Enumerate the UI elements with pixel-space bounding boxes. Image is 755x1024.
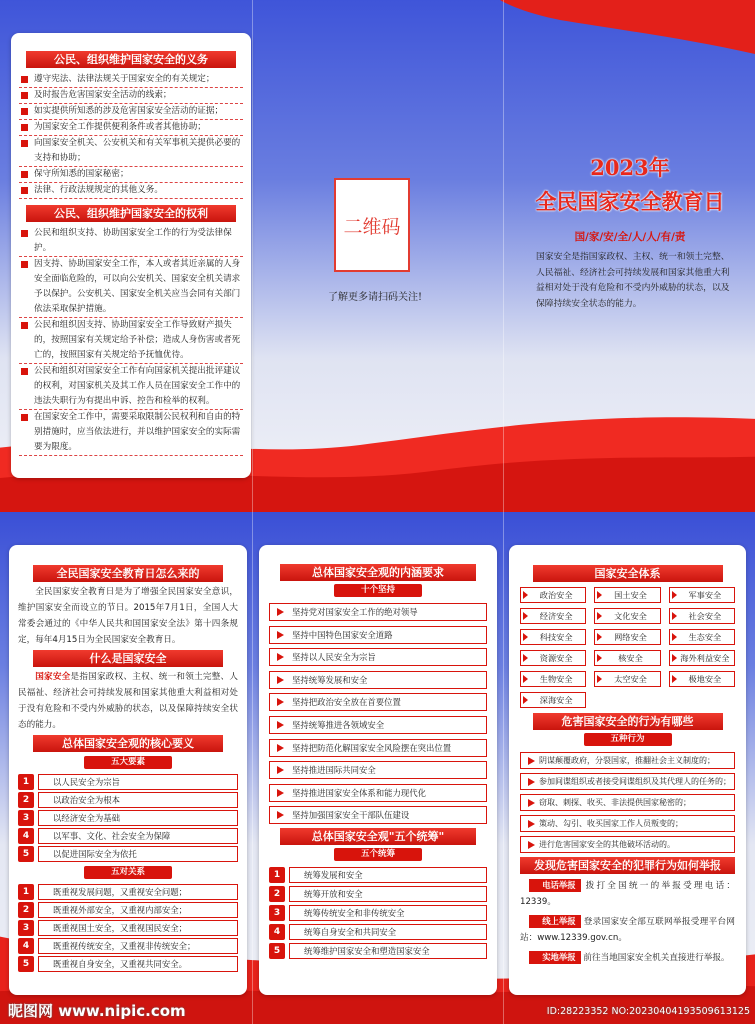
- watermark-id: ID:28223352 NO:20230404193509613125: [546, 1006, 750, 1017]
- ten-list: [269, 603, 487, 824]
- list-item: [19, 226, 243, 257]
- five-acts-title: 五种行为: [584, 733, 672, 746]
- fold-line: [252, 0, 253, 512]
- arrow-item: [269, 784, 487, 802]
- security-domain-item: 网络安全: [594, 629, 660, 645]
- list-item: [19, 410, 243, 456]
- numbered-item: [18, 846, 238, 862]
- main-title: 全民国家安全教育日: [535, 189, 725, 214]
- security-domain-item: 生物安全: [520, 671, 586, 687]
- square-bullet-icon: [21, 76, 28, 83]
- ten-title: 十个坚持: [334, 584, 422, 597]
- arrow-right-icon: [277, 676, 284, 684]
- numbered-item-text: 统筹维护国家安全和塑造国家安全: [289, 943, 487, 959]
- numbered-item-text: 以促进国际安全为依托: [38, 846, 238, 862]
- arrow-item-text: 坚持加强国家安全干部队伍建设: [292, 810, 410, 821]
- numbered-item: [269, 943, 487, 959]
- phone-text: 拨打全国统一的举报受理电话：12339。: [520, 881, 735, 907]
- security-domain-item: 海外利益安全: [669, 650, 735, 666]
- arrow-item-text: 坚持推进国际共同安全: [292, 765, 376, 776]
- numbered-item-text: 统筹发展和安全: [289, 867, 487, 883]
- list-item: [19, 88, 243, 104]
- list-item: [19, 136, 243, 167]
- item-number: 2: [269, 886, 285, 902]
- square-bullet-icon: [21, 124, 28, 131]
- origin-text: 全民国家安全教育日是为了增强全民国家安全意识，维护国家安全而设立的节日。2015年7月1日，全国人大常委会通过的《中华人民共和国国家安全法》第十四条规定，每年4月15日为全民国家安全教育日。: [18, 587, 238, 645]
- fold-line: [252, 512, 253, 1024]
- item-number: 3: [18, 920, 34, 936]
- security-domain-item: 科技安全: [520, 629, 586, 645]
- security-domain-item: 深海安全: [520, 692, 586, 708]
- origin-card: [9, 545, 247, 995]
- numbered-item: [18, 774, 238, 790]
- intro-text: 国家安全是指国家政权、主权、统一和领土完整、人民福祉、经济社会可持续发展和国家其他重大利益相对处于没有危险和不受内外威胁的状态，以及保障持续安全状态的能力。: [536, 252, 730, 309]
- numbered-item-text: 既重视外部安全，又重视内部安全；: [38, 902, 238, 918]
- numbered-item-text: 既重视国土安全，又重视国民安全；: [38, 920, 238, 936]
- arrow-item-text: 坚持统筹推进各领域安全: [292, 719, 385, 730]
- arrow-right-icon: [277, 698, 284, 706]
- arrow-right-icon: [277, 653, 284, 661]
- duties-title: 公民、组织维护国家安全的义务: [26, 51, 236, 68]
- report-title: 发现危害国家安全的犯罪行为如何举报: [520, 857, 735, 874]
- arrow-right-icon: [528, 841, 535, 849]
- arrow-item-text: 坚持中国特色国家安全道路: [292, 629, 393, 640]
- square-bullet-icon: [21, 322, 28, 329]
- arrow-right-icon: [528, 799, 535, 807]
- numbered-item-text: 以政治安全为根本: [38, 792, 238, 808]
- square-bullet-icon: [21, 140, 28, 147]
- origin-title: 全民国家安全教育日怎么来的: [33, 565, 223, 582]
- item-number: 2: [18, 792, 34, 808]
- five-plan-title: 五个统筹: [334, 848, 422, 861]
- square-bullet-icon: [21, 187, 28, 194]
- arrow-item-text: 参加间谍组织或者接受间谍组织及其代理人的任务的；: [539, 777, 731, 786]
- what-body: 是指国家政权、主权、统一和领土完整、人民福祉、经济社会可持续发展和国家其他重大利益相对处于没有危险和不受内外威胁的状态，以及保障持续安全状态的能力。: [18, 672, 238, 730]
- arrow-right-icon: [277, 744, 284, 752]
- five-plan-list: [269, 867, 487, 959]
- list-item: [19, 318, 243, 364]
- fold-line: [503, 512, 504, 1024]
- list-item-text: 公民和组织对国家安全工作有向国家机关提出批评建议的权利，对国家机关及其工作人员在国家安全工作中的违法失职行为有提出申诉、控告和检举的权利。: [34, 366, 241, 406]
- numbered-item: [18, 902, 238, 918]
- list-item: [19, 257, 243, 318]
- square-bullet-icon: [21, 414, 28, 421]
- system-grid: [520, 587, 735, 708]
- square-bullet-icon: [21, 261, 28, 268]
- security-domain-item: 文化安全: [594, 608, 660, 624]
- arrow-right-icon: [528, 820, 535, 828]
- list-item-text: 在国家安全工作中，需要采取限制公民权利和自由的特别措施时，应当依法进行，并以维护国家安全的实际需要为限度。: [34, 412, 241, 452]
- list-item-text: 因支持、协助国家安全工作，本人或者其近亲属的人身安全面临危险的，可以向公安机关、国家安全机关请求予以保护。公安机关、国家安全机关应当会同有关部门依法采取保护措施。: [34, 259, 241, 314]
- security-domain-item: 社会安全: [669, 608, 735, 624]
- fold-line: [503, 0, 504, 512]
- list-item-text: 向国家安全机关、公安机关和有关军事机关提供必要的支持和协助；: [34, 138, 241, 163]
- overall-title: 总体国家安全观"五个统筹": [280, 828, 476, 845]
- arrow-right-icon: [277, 789, 284, 797]
- security-domain-item: 太空安全: [594, 671, 660, 687]
- list-item: [19, 120, 243, 136]
- five-elements-title: 五大要素: [84, 756, 172, 769]
- item-number: 4: [18, 938, 34, 954]
- arrow-item: [520, 815, 735, 832]
- numbered-item: [269, 867, 487, 883]
- year-title: 2023年: [590, 155, 670, 180]
- arrow-item-text: 窃取、刺探、收买、非法提供国家秘密的；: [539, 798, 691, 807]
- arrow-right-icon: [277, 721, 284, 729]
- qr-code[interactable]: [334, 178, 410, 272]
- arrow-item: [269, 648, 487, 666]
- core-title: 总体国家安全观的核心要义: [33, 735, 223, 752]
- list-item-text: 公民和组织支持、协助国家安全工作的行为受法律保护。: [34, 228, 232, 253]
- arrow-item-text: 阴谋颠覆政府，分裂国家，推翻社会主义制度的；: [539, 756, 715, 765]
- security-domain-item: 生态安全: [669, 629, 735, 645]
- arrow-item-text: 坚持党对国家安全工作的绝对领导: [292, 607, 418, 617]
- item-number: 4: [18, 828, 34, 844]
- square-bullet-icon: [21, 92, 28, 99]
- arrow-item: [269, 671, 487, 689]
- list-item-text: 公民和组织因支持、协助国家安全工作导致财产损失的，按照国家有关规定给予补偿；造成人身伤害或者死亡的，按照国家有关规定给予抚恤优待。: [34, 320, 241, 360]
- square-bullet-icon: [21, 171, 28, 178]
- phone-tag: 电话举报: [529, 879, 581, 892]
- arrow-item: [269, 626, 487, 644]
- arrow-right-icon: [277, 811, 284, 819]
- square-bullet-icon: [21, 108, 28, 115]
- qr-label: 二维码: [343, 215, 401, 238]
- numbered-item: [269, 924, 487, 940]
- numbered-item-text: 以经济安全为基础: [38, 810, 238, 826]
- numbered-item: [18, 792, 238, 808]
- security-domain-item: 资源安全: [520, 650, 586, 666]
- arrow-right-icon: [528, 778, 535, 786]
- numbered-item: [18, 810, 238, 826]
- item-number: 5: [18, 956, 34, 972]
- numbered-item: [18, 920, 238, 936]
- security-domain-item: 政治安全: [520, 587, 586, 603]
- arrow-item-text: 进行危害国家安全的其他破坏活动的。: [539, 840, 675, 849]
- arrow-right-icon: [277, 631, 284, 639]
- online-report: [520, 914, 735, 946]
- list-item-text: 如实提供所知悉的涉及危害国家安全活动的证据；: [34, 106, 224, 116]
- numbered-item: [18, 828, 238, 844]
- numbered-item-text: 以军事、文化、社会安全为保障: [38, 828, 238, 844]
- arrow-item: [269, 693, 487, 711]
- arrow-item: [520, 836, 735, 853]
- item-number: 5: [18, 846, 34, 862]
- duties-list: [19, 72, 243, 199]
- phone-report: [520, 878, 735, 910]
- req-title: 总体国家安全观的内涵要求: [280, 564, 476, 581]
- rights-title: 公民、组织维护国家安全的权利: [26, 205, 236, 222]
- arrow-item: [269, 739, 487, 757]
- security-domain-item: 核安全: [594, 650, 660, 666]
- numbered-item: [269, 905, 487, 921]
- security-domain-item: 军事安全: [669, 587, 735, 603]
- list-item: [19, 183, 243, 199]
- duties-rights-card: [11, 33, 251, 478]
- arrow-item: [269, 716, 487, 734]
- security-domain-item: 极地安全: [669, 671, 735, 687]
- arrow-item: [269, 761, 487, 779]
- arrow-item-text: 坚持推进国家安全体系和能力现代化: [292, 787, 426, 798]
- item-number: 3: [18, 810, 34, 826]
- what-text: [18, 669, 238, 733]
- numbered-item-text: 既重视自身安全，又重视共同安全。: [38, 956, 238, 972]
- slogan: 国/家/安/全/人/人/有/责: [574, 231, 686, 243]
- numbered-item-text: 以人民安全为宗旨: [38, 774, 238, 790]
- arrow-right-icon: [277, 608, 284, 616]
- numbered-item: [18, 884, 238, 900]
- list-item: [19, 167, 243, 183]
- numbered-item: [18, 938, 238, 954]
- item-number: 4: [269, 924, 285, 940]
- onsite-text: 前往当地国家安全机关直接进行举报。: [583, 953, 730, 963]
- item-number: 5: [269, 943, 285, 959]
- arrow-item-text: 坚持统筹发展和安全: [292, 674, 368, 685]
- requirements-card: [259, 545, 497, 995]
- online-text: 登录国家安全部互联网举报受理平台网站：www.12339.gov.cn。: [520, 917, 735, 943]
- watermark-brand: 昵图网 www.nipic.com: [8, 1002, 186, 1020]
- square-bullet-icon: [21, 230, 28, 237]
- numbered-item-text: 统筹传统安全和非传统安全: [289, 905, 487, 921]
- arrow-item: [520, 794, 735, 811]
- numbered-item-text: 既重视发展问题，又重视安全问题；: [38, 884, 238, 900]
- rights-list: [19, 226, 243, 456]
- numbered-item-text: 既重视传统安全，又重视非传统安全；: [38, 938, 238, 954]
- list-item-text: 及时报告危害国家安全活动的线索；: [34, 90, 172, 100]
- five-relations-list: [18, 884, 238, 972]
- item-number: 3: [269, 905, 285, 921]
- numbered-item: [269, 886, 487, 902]
- qr-caption: 了解更多请扫码关注!: [327, 292, 423, 303]
- item-number: 1: [18, 774, 34, 790]
- list-item-text: 法律、行政法规规定的其他义务。: [34, 185, 163, 195]
- acts-list: [520, 752, 735, 853]
- system-card: [509, 545, 746, 995]
- arrow-item: [269, 806, 487, 824]
- five-relations-title: 五对关系: [84, 866, 172, 879]
- arrow-right-icon: [528, 757, 535, 765]
- numbered-item-text: 统筹自身安全和共同安全: [289, 924, 487, 940]
- list-item: [19, 364, 243, 410]
- arrow-item-text: 策动、勾引、收买国家工作人员叛变的；: [539, 819, 683, 828]
- list-item-text: 为国家安全工作提供便利条件或者其他协助；: [34, 122, 206, 132]
- list-item: [19, 104, 243, 120]
- list-item-text: 保守所知悉的国家秘密；: [34, 169, 129, 179]
- square-bullet-icon: [21, 368, 28, 375]
- online-tag: 线上举报: [529, 915, 581, 928]
- acts-title: 危害国家安全的行为有哪些: [533, 713, 723, 730]
- list-item: [19, 72, 243, 88]
- onsite-tag: 实地举报: [529, 951, 581, 964]
- arrow-right-icon: [277, 766, 284, 774]
- numbered-item: [18, 956, 238, 972]
- security-domain-item: 经济安全: [520, 608, 586, 624]
- arrow-item: [520, 752, 735, 769]
- item-number: 1: [18, 884, 34, 900]
- system-title: 国家安全体系: [533, 565, 723, 582]
- item-number: 2: [18, 902, 34, 918]
- what-lead: 国家安全: [35, 672, 71, 682]
- arrow-item-text: 坚持把防范化解国家安全风险摆在突出位置: [292, 742, 452, 753]
- arrow-item-text: 坚持把政治安全放在首要位置: [292, 697, 401, 708]
- arrow-item-text: 坚持以人民安全为宗旨: [292, 652, 376, 663]
- numbered-item-text: 统筹开放和安全: [289, 886, 487, 902]
- arrow-item: [269, 603, 487, 621]
- arrow-item: [520, 773, 735, 790]
- item-number: 1: [269, 867, 285, 883]
- list-item-text: 遵守宪法、法律法规关于国家安全的有关规定；: [34, 74, 215, 84]
- five-elements-list: [18, 774, 238, 862]
- brochure-inside: [0, 512, 755, 1024]
- onsite-report: [520, 950, 735, 966]
- security-domain-item: 国土安全: [594, 587, 660, 603]
- what-title: 什么是国家安全: [33, 650, 223, 667]
